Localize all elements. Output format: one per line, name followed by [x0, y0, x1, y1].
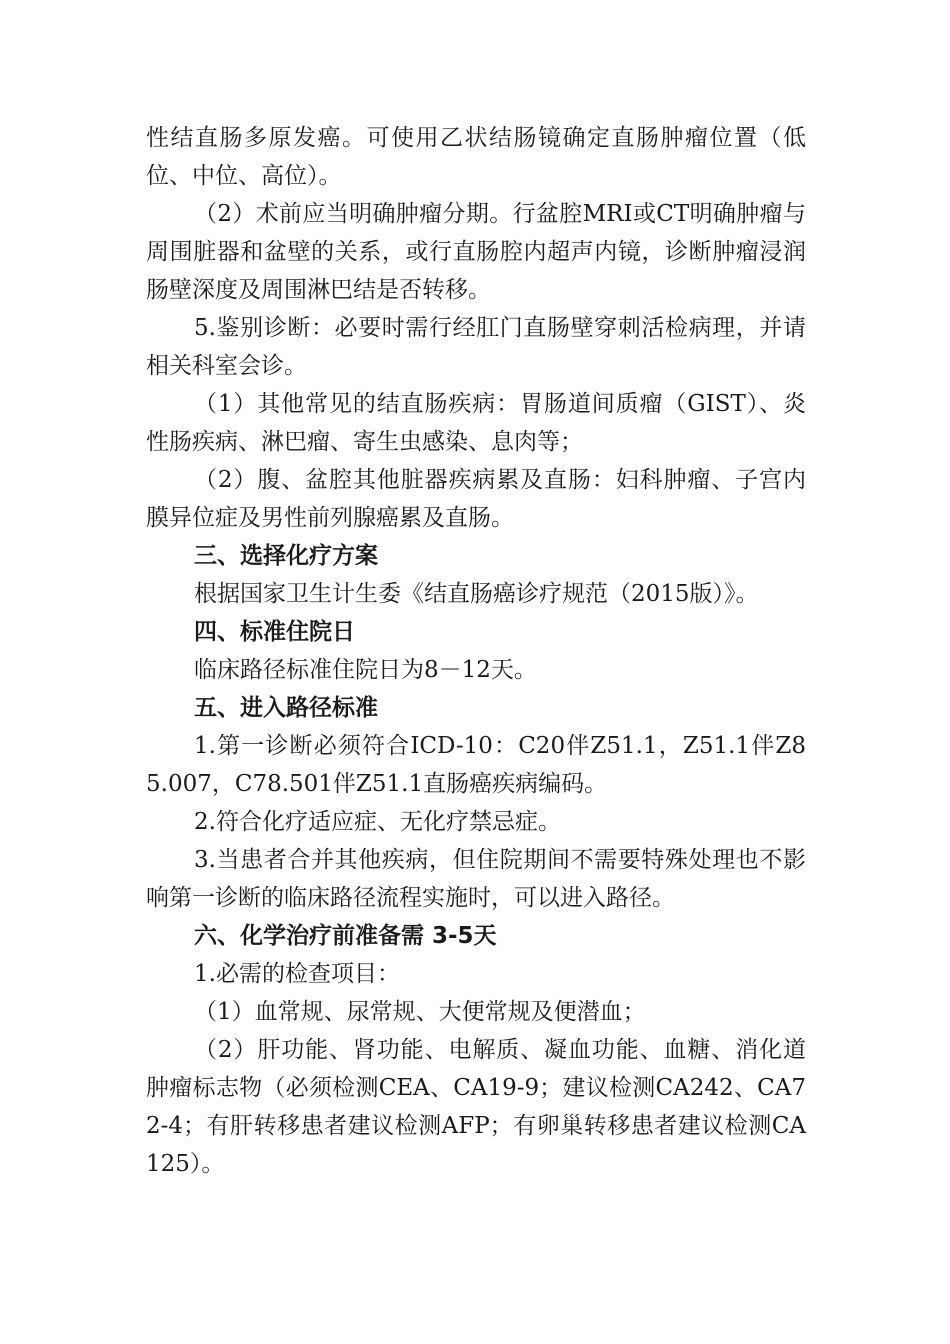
paragraph: 性结直肠多原发癌。可使用乙状结肠镜确定直肠肿瘤位置（低位、中位、高位）。 [146, 125, 806, 189]
paragraph: 临床路径标准住院日为8－12天。 [194, 657, 537, 683]
paragraph: 1.必需的检查项目： [194, 961, 400, 987]
paragraph: （2）术前应当明确肿瘤分期。行盆腔MRI或CT明确肿瘤与周围脏器和盆壁的关系，或行直肠腔内超声内镜，诊断肿瘤浸润肠壁深度及周围淋巴结是否转移。 [146, 201, 806, 303]
paragraph: 3.当患者合并其他疾病，但住院期间不需要特殊处理也不影响第一诊断的临床路径流程实施时，可以进入路径。 [146, 847, 806, 911]
section-heading: 六、化学治疗前准备需 3-5天 [194, 923, 497, 949]
paragraph: 5.鉴别诊断：必要时需行经肛门直肠壁穿刺活检病理，并请相关科室会诊。 [146, 315, 806, 379]
paragraph: （2）肝功能、肾功能、电解质、凝血功能、血糖、消化道肿瘤标志物（必须检测CEA、CA19-9；建议检测CA242、CA72-4；有肝转移患者建议检测AFP；有卵巢转移患者建议检测CA125）。 [146, 1037, 806, 1177]
section-heading: 四、标准住院日 [194, 619, 355, 645]
section-heading: 五、进入路径标准 [194, 695, 378, 721]
document-body [146, 119, 806, 1183]
paragraph: 根据国家卫生计生委《结直肠癌诊疗规范（2015版）》。 [194, 581, 759, 607]
paragraph: 1.第一诊断必须符合ICD-10：C20伴Z51.1，Z51.1伴Z85.007，C78.501伴Z51.1直肠癌疾病编码。 [146, 733, 806, 797]
paragraph: 2.符合化疗适应症、无化疗禁忌症。 [194, 809, 561, 835]
paragraph: （1）其他常见的结直肠疾病：胃肠道间质瘤（GIST）、炎性肠疾病、淋巴瘤、寄生虫感染、息肉等； [146, 391, 806, 455]
section-heading: 三、选择化疗方案 [194, 543, 378, 569]
paragraph: （2）腹、盆腔其他脏器疾病累及直肠：妇科肿瘤、子宫内膜异位症及男性前列腺癌累及直肠。 [146, 467, 806, 531]
paragraph: （1）血常规、尿常规、大便常规及便潜血； [194, 999, 646, 1025]
